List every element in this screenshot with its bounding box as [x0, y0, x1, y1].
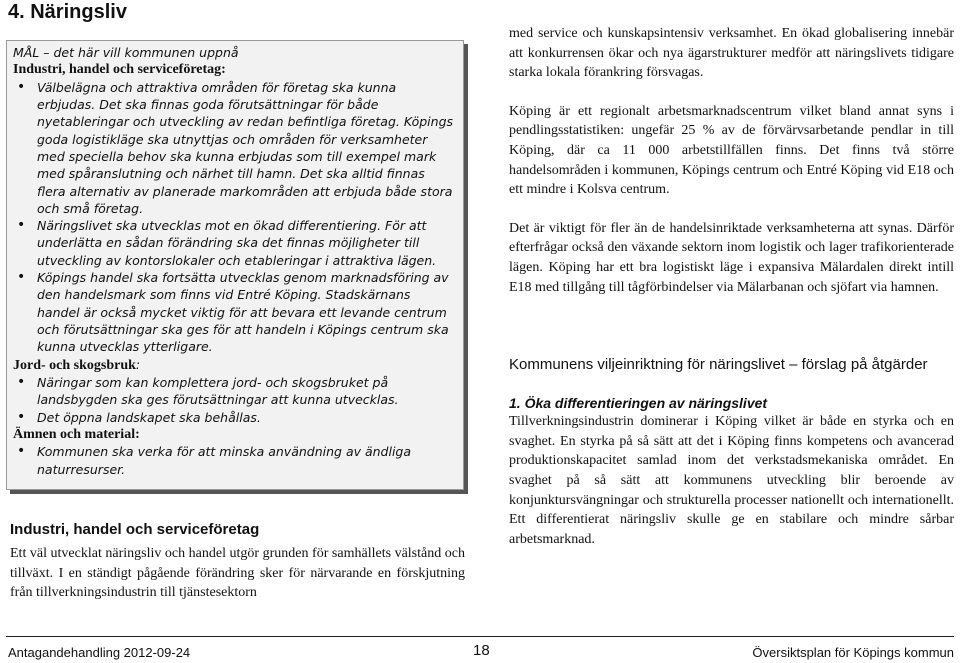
- goal-section-materials-title: Ämnen och material:: [13, 426, 140, 442]
- proposal-section-title: Kommunens viljeinriktning för näringslivet – förslag på åtgärder: [509, 356, 928, 374]
- left-section: [10, 520, 465, 603]
- list-item: • Köpings handel ska fortsätta utvecklas genom marknadsföring av den handelsmark som finns vid Entré Köping. Stadskärnans handel är också mycket viktig för att bevara ett levande centrum och förutsättningar ska ges för att handeln i Köpings centrum ska kunna utvecklas ytterligare.: [37, 269, 457, 355]
- goal-section-forestry-list: [13, 374, 457, 426]
- list-item: • Det öppna landskapet ska behållas.: [37, 409, 457, 426]
- list-item: • Näringar som kan komplettera jord- och skogsbruket på landsbygden ska ges förutsättningar att kunna utvecklas.: [37, 374, 457, 409]
- list-item: • Välbelägna och attraktiva områden för företag ska kunna erbjudas. Det ska finnas goda förutsättningar för både nyetableringar och utveckling av redan befintliga företag. Köpings goda logistikläge ska utnyttjas och områden för verksamheter med speciella behov ska kunna erbjudas som till exempel mark med spåranslutning och närhet till hamn. Det ska alltid finnas flera alternativ av planerade markområden att erbjuda både stora och små företag.: [37, 79, 457, 217]
- goal-box: [6, 40, 464, 490]
- paragraph: Köping är ett regionalt arbetsmarknadscentrum vilket bland annat syns i pendlingsstatistiken: ungefär 25 % av de förvärvsarbetande pendlar in till Köping, där ca 11 000 arbetstillfällen finns. Det finns två större handelsområden i kommunen, Köpings centrum och Entré Köping vid E18 och ett mindre i Kolsva centrum.: [509, 103, 954, 198]
- goal-section-forestry-colon: :: [135, 356, 141, 372]
- left-section-text: Ett väl utvecklat näringsliv och handel utgör grunden för samhällets välstånd och tillväxt. I en ständigt pågående förändring sker för närvarande en förskjutning från tillverkningsindustrin till tjänstesektorn: [10, 546, 465, 601]
- page-heading: 4. Näringsliv: [8, 1, 127, 23]
- goal-section-materials-list: [13, 443, 457, 478]
- paragraph: Tillverkningsindustrin dominerar i Köping vilket är både en styrka och en svaghet. En styrka på så sätt att det i Köping finns kompetens och avancerad produktionskapacitet samlad inom det verkstadsmekaniska området. En svaghet på så sätt att kommunens utveckling blir beroende av konjunktursvängningar och strukturella processer nationellt och internationellt. Ett differentierat näringsliv skulle ge en stabilare och mindre sårbar arbetsmarknad.: [509, 414, 954, 547]
- footer-document-title: Översiktsplan för Köpings kommun: [752, 645, 954, 660]
- paragraph: med service och kunskapsintensiv verksamhet. En ökad globalisering innebär att konkurrensen ökar och nya ägarstrukturer medför att näringslivets tidigare starka lokala förankring försvagas.: [509, 26, 954, 81]
- left-section-title: Industri, handel och serviceföretag: [10, 521, 260, 538]
- list-item: • Kommunen ska verka för att minska användning av ändliga naturresurser.: [37, 443, 457, 478]
- goal-section-forestry-title: Jord- och skogsbruk: [13, 357, 136, 373]
- proposal-subheading: 1. Öka differentieringen av näringslivet: [509, 395, 768, 412]
- paragraph: Det är viktigt för fler än de handelsinriktade verksamheterna att synas. Därför efterfrågar också den växande sektorn inom logistik och lager trafikorienterade lägen. Köping har ett bra logistiskt läge i expansiva Mälardalen direkt intill E18 med tillgång till tågförbindelser via Mälarbanan och sjöfart via hamnen.: [509, 220, 954, 295]
- footer-document-status: Antagandehandling 2012-09-24: [8, 645, 191, 660]
- goal-box-title: MÅL – det här vill kommunen uppnå: [13, 45, 239, 60]
- goal-section-forestry-heading: [13, 356, 457, 375]
- page-number: 18: [473, 642, 490, 659]
- right-column: [509, 24, 954, 568]
- list-item: • Näringslivet ska utvecklas mot en ökad differentiering. För att underlätta en sådan förändring ska det finnas möjligheter till utveckling av kontorslokaler och etableringar i attraktiva lägen.: [37, 217, 457, 269]
- goal-section-industry-title: Industri, handel och serviceföretag:: [13, 62, 226, 78]
- footer-divider: [6, 636, 954, 637]
- goal-section-industry-list: [13, 79, 457, 356]
